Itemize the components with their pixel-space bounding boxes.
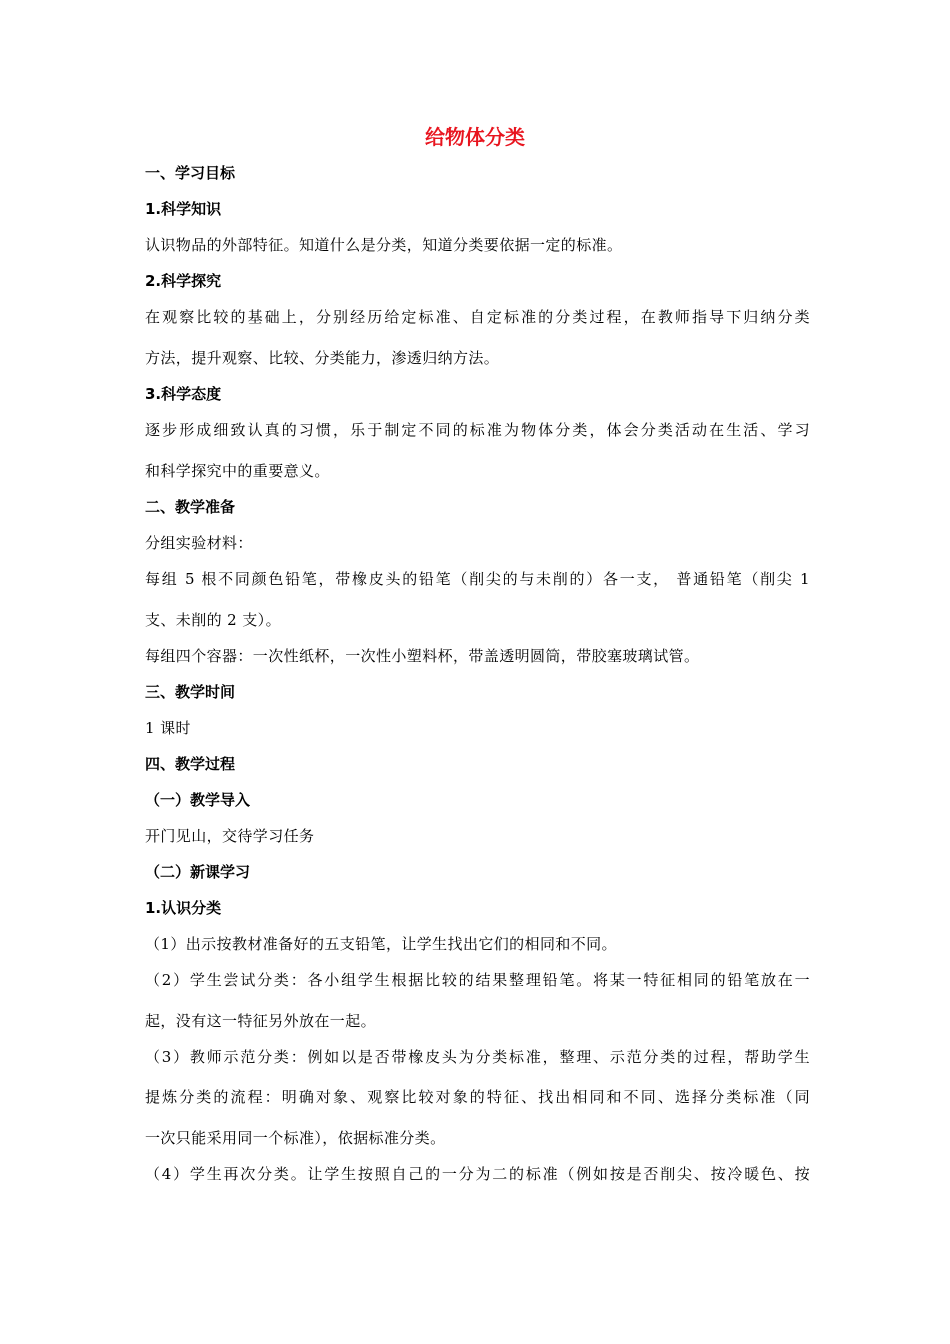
paragraph-line: 逐步形成细致认真的习惯，乐于制定不同的标准为物体分类，体会分类活动在生活、学习 xyxy=(145,421,810,439)
subheading-science-knowledge: 1.科学知识 xyxy=(145,200,222,218)
paragraph-line: 分组实验材料： xyxy=(145,534,253,552)
section-heading-teaching-prep: 二、教学准备 xyxy=(145,498,236,516)
subheading-science-inquiry: 2.科学探究 xyxy=(145,272,222,290)
paragraph-line: （1）出示按教材准备好的五支铅笔，让学生找出它们的相同和不同。 xyxy=(145,935,617,953)
paragraph-line: 认识物品的外部特征。知道什么是分类，知道分类要依据一定的标准。 xyxy=(145,236,623,254)
paragraph-line: （3）教师示范分类：例如以是否带橡皮头为分类标准，整理、示范分类的过程，帮助学生 xyxy=(145,1048,810,1066)
paragraph-line: 每组四个容器：一次性纸杯，一次性小塑料杯，带盖透明圆筒，带胶塞玻璃试管。 xyxy=(145,647,700,665)
subheading-understand-classification: 1.认识分类 xyxy=(145,899,222,917)
subheading-new-lesson: （二）新课学习 xyxy=(145,863,251,881)
paragraph-line: 每组 5 根不同颜色铅笔，带橡皮头的铅笔（削尖的与未削的）各一支， 普通铅笔（削尖 1 xyxy=(145,570,810,588)
paragraph-line: 方法，提升观察、比较、分类能力，渗透归纳方法。 xyxy=(145,349,500,367)
section-heading-teaching-process: 四、教学过程 xyxy=(145,755,236,773)
paragraph-line: 提炼分类的流程：明确对象、观察比较对象的特征、找出相同和不同、选择分类标准（同 xyxy=(145,1088,810,1106)
paragraph-line: 1 课时 xyxy=(145,719,191,737)
paragraph-line: 和科学探究中的重要意义。 xyxy=(145,462,330,480)
paragraph-line: 一次只能采用同一个标准），依据标准分类。 xyxy=(145,1129,446,1147)
paragraph-line: （2）学生尝试分类：各小组学生根据比较的结果整理铅笔。将某一特征相同的铅笔放在一 xyxy=(145,971,810,989)
section-heading-teaching-time: 三、教学时间 xyxy=(145,683,236,701)
paragraph-line: 起，没有这一特征另外放在一起。 xyxy=(145,1012,377,1030)
subheading-science-attitude: 3.科学态度 xyxy=(145,385,222,403)
paragraph-line: 支、未削的 2 支）。 xyxy=(145,611,281,629)
paragraph-line: （4）学生再次分类。让学生按照自己的一分为二的标准（例如按是否削尖、按冷暖色、按 xyxy=(145,1165,810,1183)
paragraph-line: 在观察比较的基础上，分别经历给定标准、自定标准的分类过程，在教师指导下归纳分类 xyxy=(145,308,810,326)
paragraph-line: 开门见山，交待学习任务 xyxy=(145,827,315,845)
document-title: 给物体分类 xyxy=(425,125,525,149)
section-heading-learning-goals: 一、学习目标 xyxy=(145,164,236,182)
subheading-introduction: （一）教学导入 xyxy=(145,791,251,809)
